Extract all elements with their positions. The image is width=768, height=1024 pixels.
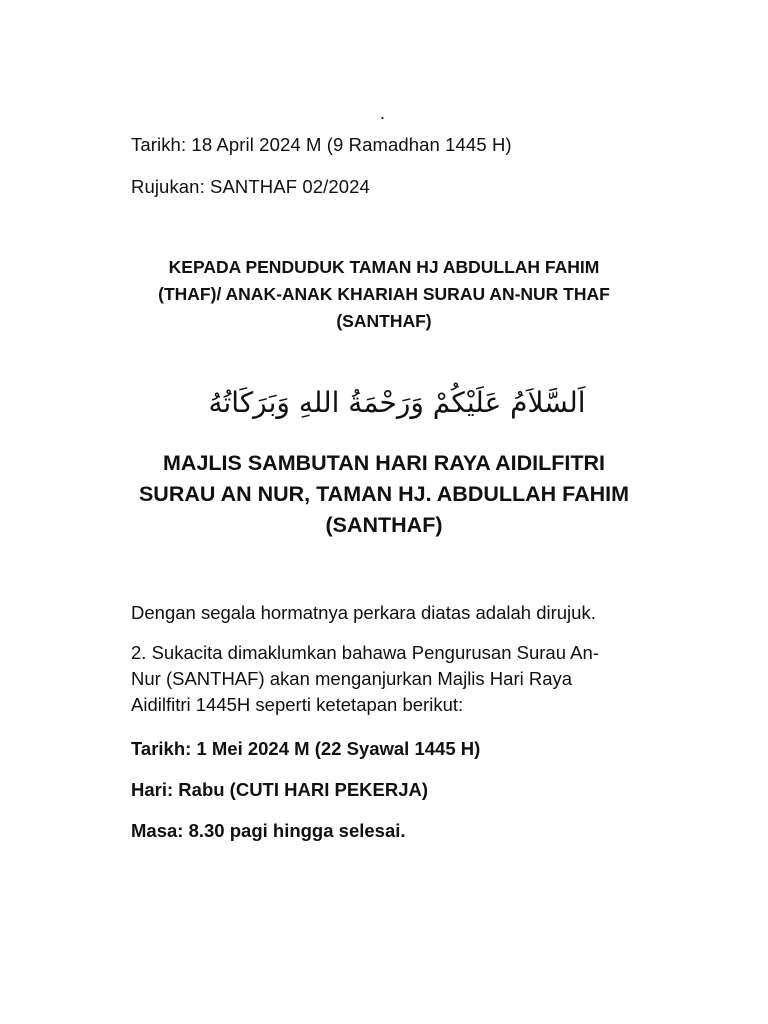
arabic-salam-greeting: اَلسَّلاَمُ عَلَيْكُمْ وَرَحْمَةُ اللهِ وَبَرَكَاتُهُ xyxy=(208,386,586,419)
announcement-line: 2. Sukacita dimaklumkan bahawa Pengurusan Surau An- xyxy=(131,642,599,663)
recipient-block xyxy=(100,254,668,335)
recipient-line: (THAF)/ ANAK-ANAK KHARIAH SURAU AN-NUR THAF xyxy=(158,284,610,304)
letter-reference: Rujukan: SANTHAF 02/2024 xyxy=(131,176,370,197)
announcement-paragraph xyxy=(131,640,651,718)
event-title-line: MAJLIS SAMBUTAN HARI RAYA AIDILFITRI xyxy=(163,451,605,475)
letter-date: Tarikh: 18 April 2024 M (9 Ramadhan 1445 H) xyxy=(131,134,512,155)
recipient-line: (SANTHAF) xyxy=(336,311,432,331)
event-day: Hari: Rabu (CUTI HARI PEKERJA) xyxy=(131,779,429,800)
event-title-line: (SANTHAF) xyxy=(325,513,443,537)
announcement-line: Nur (SANTHAF) akan menganjurkan Majlis Hari Raya xyxy=(131,668,573,689)
recipient-line: KEPADA PENDUDUK TAMAN HJ ABDULLAH FAHIM xyxy=(168,257,600,277)
announcement-line: Aidilfitri 1445H seperti ketetapan berikut: xyxy=(131,694,464,715)
intro-paragraph: Dengan segala hormatnya perkara diatas adalah dirujuk. xyxy=(131,602,596,623)
event-date: Tarikh: 1 Mei 2024 M (22 Syawal 1445 H) xyxy=(131,738,481,759)
stray-dot: . xyxy=(380,103,386,123)
event-title xyxy=(84,448,684,541)
event-title-line: SURAU AN NUR, TAMAN HJ. ABDULLAH FAHIM xyxy=(138,482,630,506)
event-time: Masa: 8.30 pagi hingga selesai. xyxy=(131,820,406,841)
